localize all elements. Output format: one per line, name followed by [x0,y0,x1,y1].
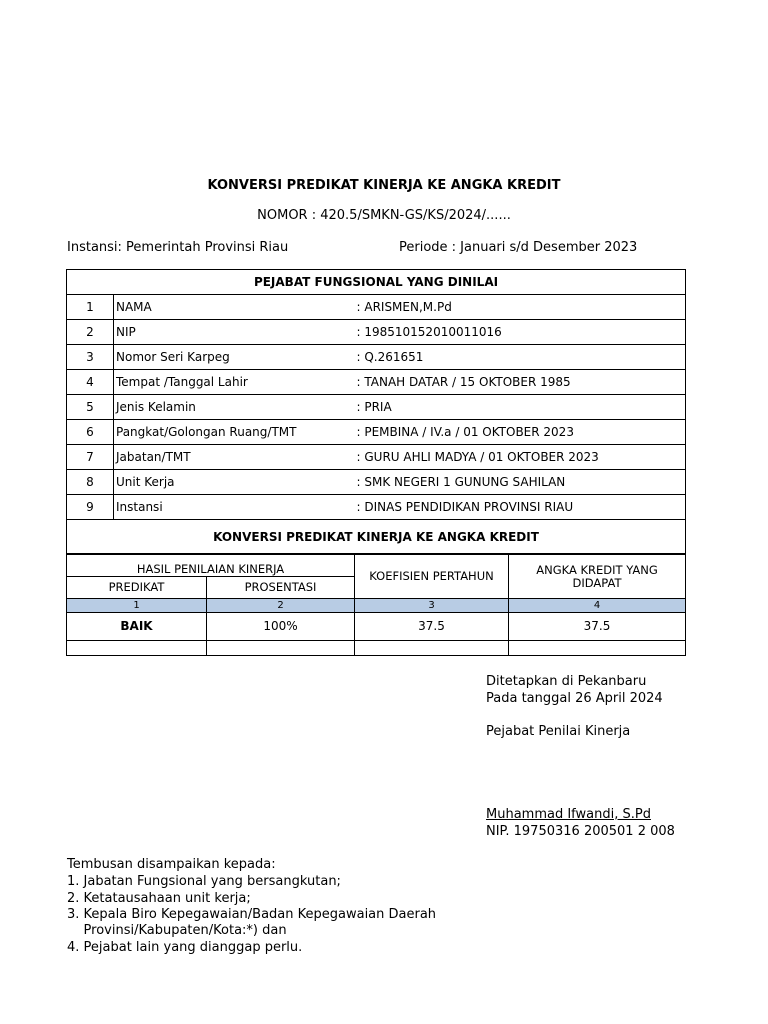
empty-cell [355,641,509,656]
row-value: : ARISMEN,M.Pd [355,295,686,320]
signature-place: Ditetapkan di Pekanbaru [486,674,647,689]
row-number: 5 [67,395,114,420]
hasil-penilaian-header: HASIL PENILAIAN KINERJA [67,555,355,577]
row-value: : PRIA [355,395,686,420]
row-label: Jabatan/TMT [114,445,355,470]
row-label: NIP [114,320,355,345]
column-number-row [67,599,686,613]
tembusan-item: 4. Pejabat lain yang dianggap perlu. [67,940,303,955]
pejabat-section-header [67,270,686,295]
konversi-section-header [67,520,686,554]
row-label: Unit Kerja [114,470,355,495]
document-title: KONVERSI PREDIKAT KINERJA KE ANGKA KREDIT [207,178,561,193]
row-value: : GURU AHLI MADYA / 01 OKTOBER 2023 [355,445,686,470]
row-label: Pangkat/Golongan Ruang/TMT [114,420,355,445]
table-row [67,295,686,320]
row-number: 4 [67,370,114,395]
tembusan-item: 1. Jabatan Fungsional yang bersangkutan; [67,874,341,889]
column-number: 3 [355,599,509,613]
row-number: 2 [67,320,114,345]
row-label: NAMA [114,295,355,320]
row-number: 1 [67,295,114,320]
signatory-name: Muhammad Ifwandi, S.Pd [486,807,651,822]
prosentasi-header: PROSENTASI [207,577,355,599]
column-number: 4 [509,599,686,613]
row-value: : 198510152010011016 [355,320,686,345]
table-row [67,613,686,641]
row-number: 9 [67,495,114,520]
table-row [67,345,686,370]
empty-cell [509,641,686,656]
empty-row [67,641,686,656]
table-row [67,495,686,520]
empty-cell [67,641,207,656]
angka-kredit-value: 37.5 [509,613,686,641]
angka-kredit-header: ANGKA KREDIT YANG DIDAPAT [509,555,686,599]
row-number: 3 [67,345,114,370]
prosentasi-value: 100% [207,613,355,641]
row-value: : Q.261651 [355,345,686,370]
row-number: 8 [67,470,114,495]
predikat-value: BAIK [67,613,207,641]
column-number: 2 [207,599,355,613]
signatory-nip: NIP. 19750316 200501 2 008 [486,824,675,839]
row-number: 7 [67,445,114,470]
table-row [67,445,686,470]
row-label: Tempat /Tanggal Lahir [114,370,355,395]
table-row [67,470,686,495]
konversi-section-title: KONVERSI PREDIKAT KINERJA KE ANGKA KREDIT [67,520,686,554]
koefisien-header: KOEFISIEN PERTAHUN [355,555,509,599]
row-number: 6 [67,420,114,445]
tembusan-item: 3. Kepala Biro Kepegawaian/Badan Kepegawaian Daerah [67,907,437,922]
row-label: Jenis Kelamin [114,395,355,420]
row-label: Nomor Seri Karpeg [114,345,355,370]
table-row [67,395,686,420]
table-row [67,420,686,445]
koefisien-value: 37.5 [355,613,509,641]
empty-cell [207,641,355,656]
column-number: 1 [67,599,207,613]
periode-label: Periode : Januari s/d Desember 2023 [399,240,638,255]
tembusan-heading: Tembusan disampaikan kepada: [67,857,276,872]
row-value: : DINAS PENDIDIKAN PROVINSI RIAU [355,495,686,520]
row-value: : TANAH DATAR / 15 OKTOBER 1985 [355,370,686,395]
table-row [67,370,686,395]
table-row [67,320,686,345]
tembusan-item: Provinsi/Kabupaten/Kota:*) dan [67,923,287,938]
predikat-header: PREDIKAT [67,577,207,599]
signature-date: Pada tanggal 26 April 2024 [486,691,663,706]
signature-role: Pejabat Penilai Kinerja [486,724,631,739]
row-value: : PEMBINA / IV.a / 01 OKTOBER 2023 [355,420,686,445]
pejabat-table [66,269,686,554]
row-value: : SMK NEGERI 1 GUNUNG SAHILAN [355,470,686,495]
row-label: Instansi [114,495,355,520]
document-number: NOMOR : 420.5/SMKN-GS/KS/2024/...... [257,208,511,223]
tembusan-item: 2. Ketatausahaan unit kerja; [67,891,251,906]
instansi-label: Instansi: Pemerintah Provinsi Riau [67,240,289,255]
pejabat-section-title: PEJABAT FUNGSIONAL YANG DINILAI [67,270,686,295]
konversi-table [66,554,686,656]
